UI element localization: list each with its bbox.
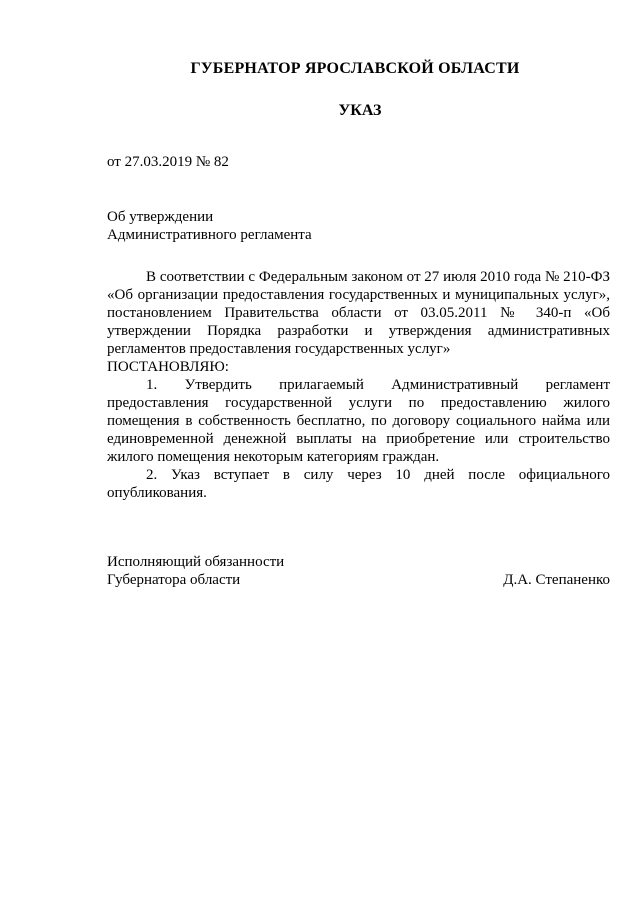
document-type: УКАЗ bbox=[338, 102, 382, 119]
signatory-position-line-1: Исполняющий обязанности bbox=[107, 554, 285, 570]
subject-line-2: Административного регламента bbox=[107, 227, 312, 243]
document-header-title: ГУБЕРНАТОР ЯРОСЛАВСКОЙ ОБЛАСТИ bbox=[190, 60, 520, 77]
subject-line-1: Об утверждении bbox=[107, 209, 214, 225]
document-body bbox=[107, 268, 610, 502]
document-subject bbox=[107, 208, 312, 244]
signature-block bbox=[107, 553, 610, 589]
decree-item-2: 2. Указ вступает в силу через 10 дней после официального опубликования. bbox=[107, 467, 610, 501]
signatory-position-line-2: Губернатора области bbox=[107, 572, 241, 588]
decree-word: ПОСТАНОВЛЯЮ: bbox=[107, 359, 229, 375]
preamble-paragraph: В соответствии с Федеральным законом от 27 июля 2010 года № 210-ФЗ «Об организации предоставления государственных и муниципальных услуг», постановлением Правительства области от 03.05.2011 № 340-п «Об утверждении Порядка разработки и утверждения административных регламентов предоставления государственных услуг» bbox=[107, 269, 610, 357]
document-date-number: от 27.03.2019 № 82 bbox=[107, 154, 229, 170]
decree-item-1: 1. Утвердить прилагаемый Административный регламент предоставления государственной услуги по предоставлению жилого помещения в собственность бесплатно, по договору социального найма или единовременной денежной выплаты на приобретение или строительство жилого помещения некоторым категориям граждан. bbox=[107, 377, 610, 465]
signatory-name: Д.А. Степаненко bbox=[503, 572, 610, 588]
signature-row bbox=[107, 571, 610, 589]
